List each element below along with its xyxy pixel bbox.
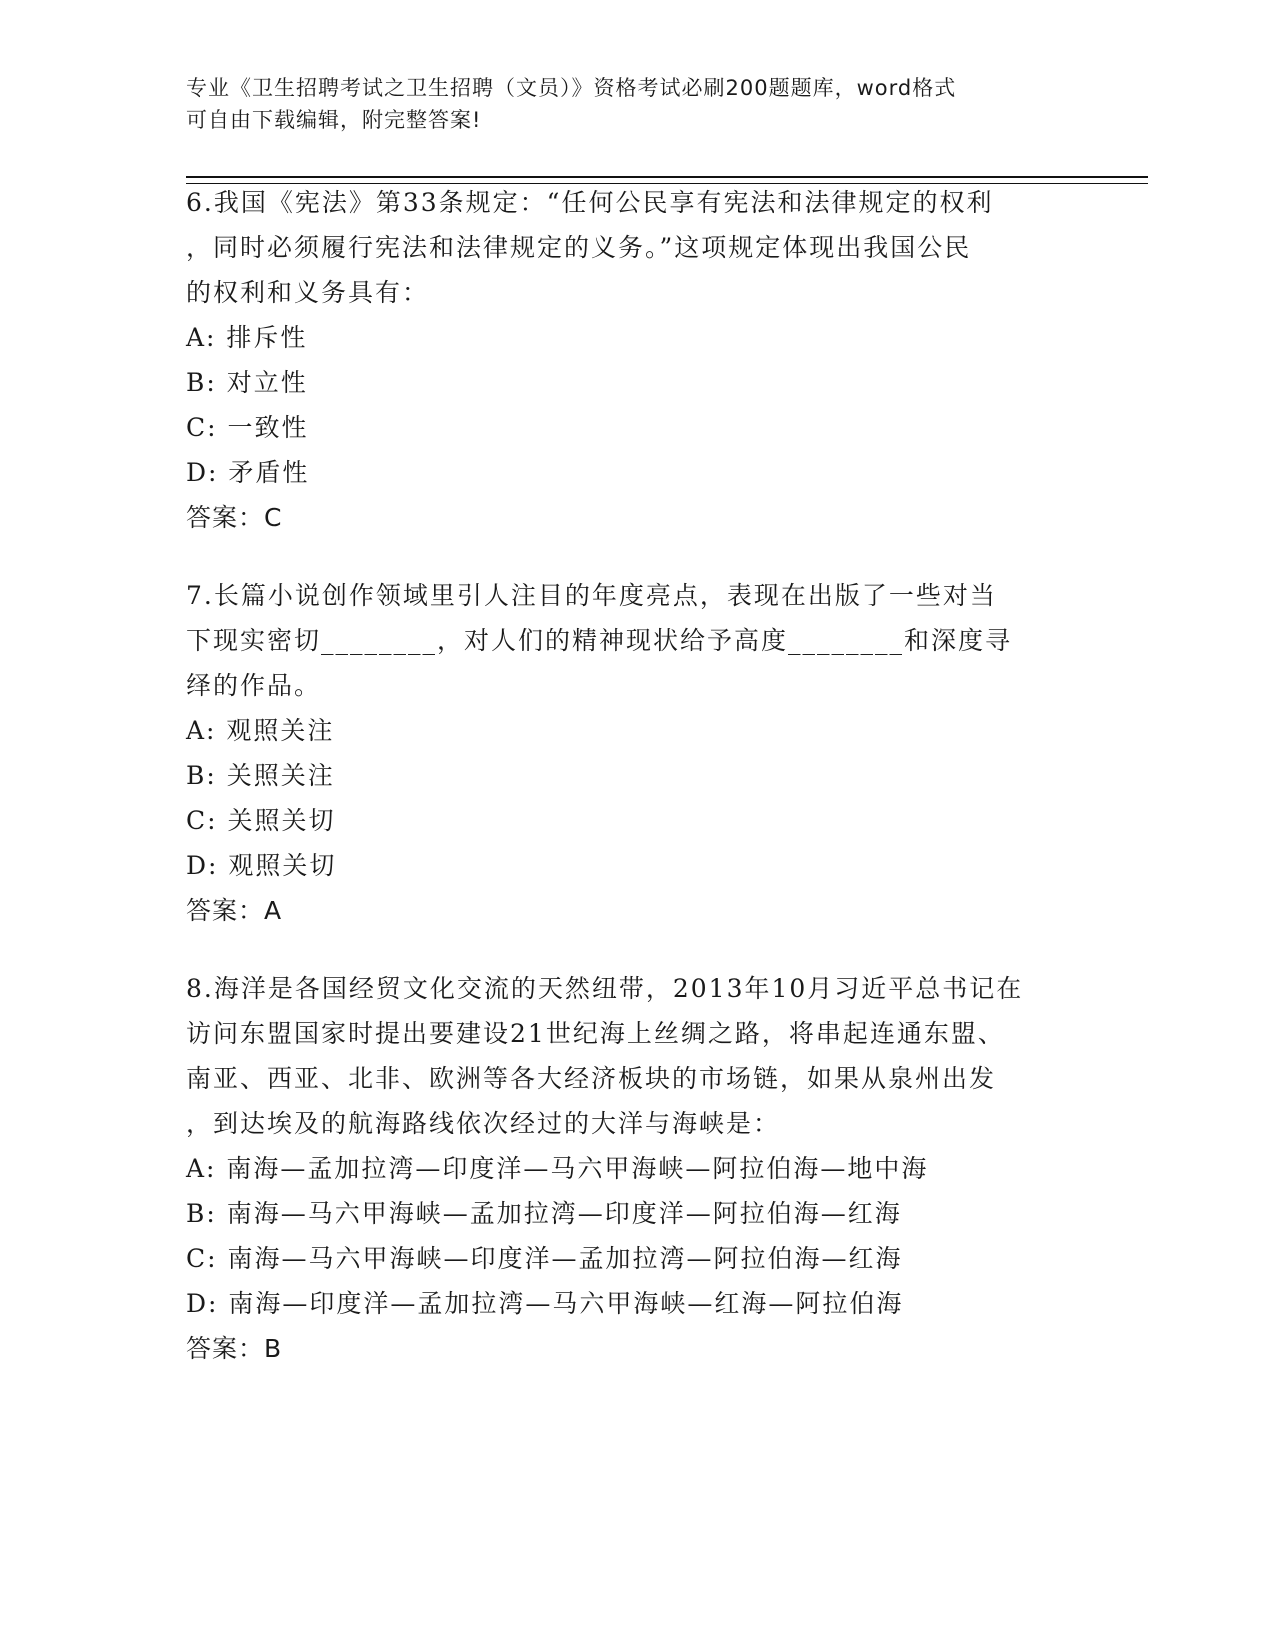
header-line-2: 可自由下载编辑，附完整答案! [186,108,482,132]
question-stem-line: 的权利和义务具有： [186,278,430,307]
question-stem-line: 南亚、西亚、北非、欧洲等各大经济板块的市场链，如果从泉州出发 [186,1064,997,1093]
header-divider-thick [186,176,1148,178]
question-8 [186,966,1086,1371]
option-d: D: 观照关切 [186,851,337,880]
option-c: C: 关照关切 [186,806,336,835]
question-stem-line: 绎的作品。 [186,671,322,700]
option-c: C: 南海—马六甲海峡—印度洋—孟加拉湾—阿拉伯海—红海 [186,1244,903,1273]
answer-label: 答案：B [186,1334,283,1363]
option-d: D: 南海—印度洋—孟加拉湾—马六甲海峡—红海—阿拉伯海 [186,1289,904,1318]
question-stem-line: 6.我国《宪法》第33条规定：“任何公民享有宪法和法律规定的权利 [186,188,994,217]
option-b: B: 关照关注 [186,761,335,790]
option-a: A: 南海—孟加拉湾—印度洋—马六甲海峡—阿拉伯海—地中海 [186,1154,929,1183]
question-stem-line: ，同时必须履行宪法和法律规定的义务。”这项规定体现出我国公民 [186,233,972,262]
option-b: B: 南海—马六甲海峡—孟加拉湾—印度洋—阿拉伯海—红海 [186,1199,902,1228]
option-d: D: 矛盾性 [186,458,310,487]
question-stem-line: 8.海洋是各国经贸文化交流的天然纽带，2013年10月习近平总书记在 [186,974,1024,1003]
question-stem-line: ，到达埃及的航海路线依次经过的大洋与海峡是： [186,1109,781,1138]
question-stem-line: 7.长篇小说创作领域里引人注目的年度亮点，表现在出版了一些对当 [186,581,997,610]
answer-label: 答案：C [186,503,283,532]
document-header [186,72,1086,136]
header-line-1: 专业《卫生招聘考试之卫生招聘（文员）》资格考试必刷200题题库，word格式 [186,76,957,100]
question-stem-line: 下现实密切________，对人们的精神现状给予高度________和深度寻 [186,626,1013,655]
question-stem-line: 访问东盟国家时提出要建设21世纪海上丝绸之路，将串起连通东盟、 [186,1019,1005,1048]
option-a: A: 观照关注 [186,716,335,745]
option-c: C: 一致性 [186,413,309,442]
option-b: B: 对立性 [186,368,308,397]
question-7 [186,573,1086,933]
answer-label: 答案：A [186,896,283,925]
question-6 [186,180,1086,540]
option-a: A: 排斥性 [186,323,308,352]
